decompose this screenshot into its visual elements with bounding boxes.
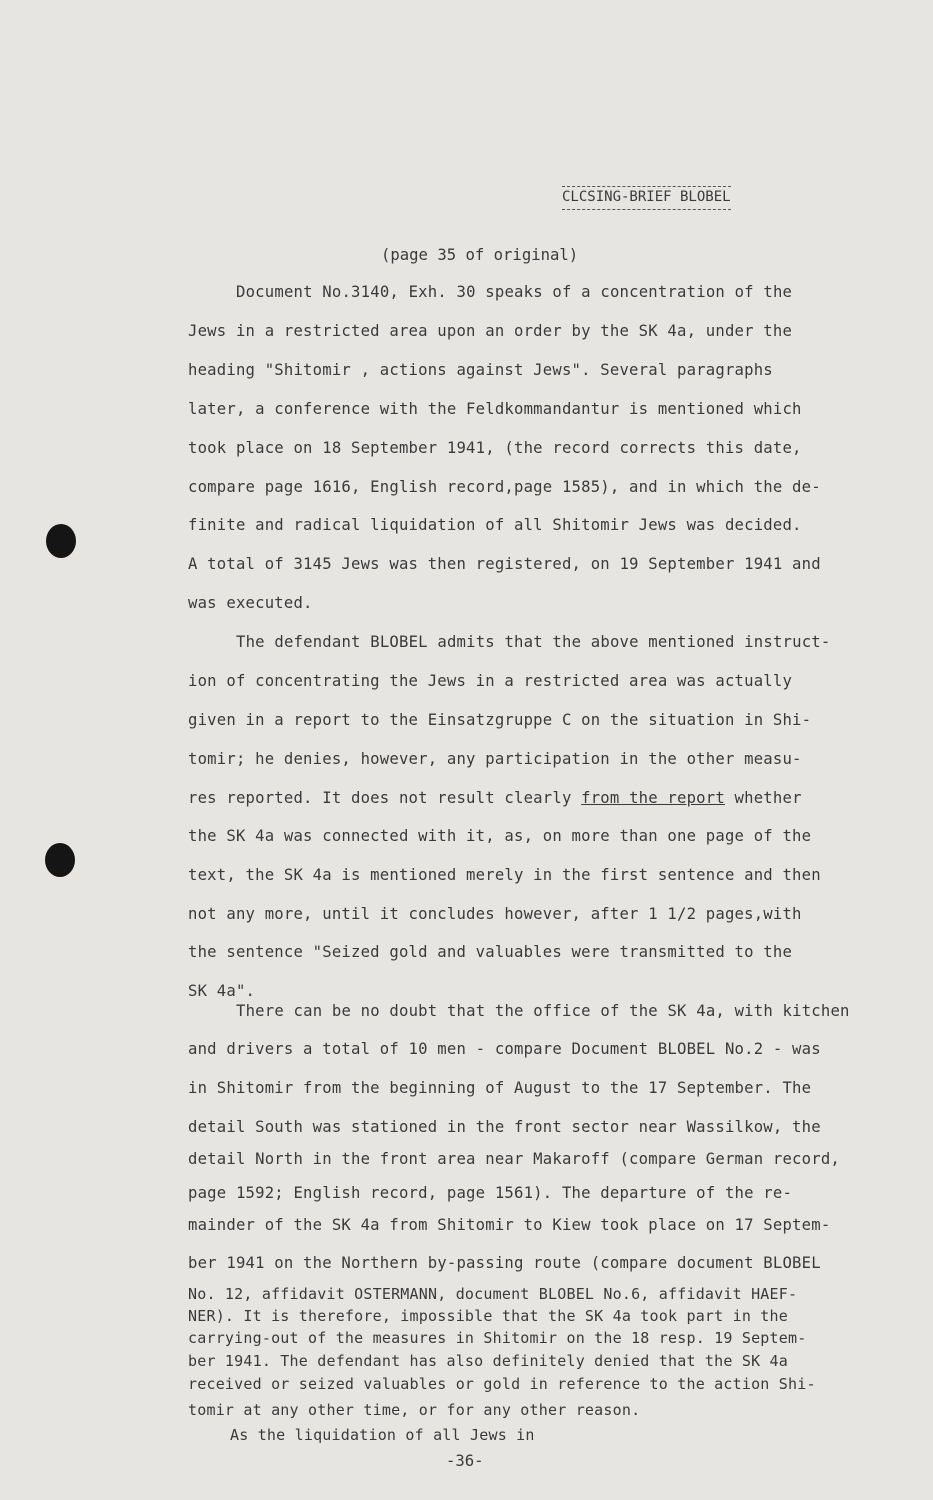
text-line: and drivers a total of 10 men - compare Document BLOBEL No.2 - was [188,1040,821,1058]
text-line: There can be no doubt that the office of the SK 4a, with kitchen [236,1002,850,1020]
text-line: ber 1941. The defendant has also definitely denied that the SK 4a [188,1352,788,1370]
text-line: A total of 3145 Jews was then registered, on 19 September 1941 and [188,555,821,573]
text-line: the SK 4a was connected with it, as, on more than one page of the [188,827,812,845]
text-line: As the liquidation of all Jews in [230,1426,535,1444]
text-line: tomir at any other time, or for any other reason. [188,1401,641,1419]
text-line: given in a report to the Einsatzgruppe C on the situation in Shi- [188,711,812,729]
text-line [188,789,802,807]
text-line: received or seized valuables or gold in reference to the action Shi- [188,1375,816,1393]
punch-hole [46,524,76,558]
underlined-text: from the report [581,789,725,807]
text-line: mainder of the SK 4a from Shitomir to Kiew took place on 17 Septem- [188,1216,831,1234]
text-line: not any more, until it concludes however, after 1 1/2 pages,with [188,905,802,923]
text-line: The defendant BLOBEL admits that the above mentioned instruct- [236,633,831,651]
text-line: detail North in the front area near Makaroff (compare German record, [188,1150,840,1168]
punch-hole [45,843,75,877]
text-line: was executed. [188,594,313,612]
text-line: finite and radical liquidation of all Shitomir Jews was decided. [188,516,802,534]
text-line: detail South was stationed in the front sector near Wassilkow, the [188,1118,821,1136]
text-line: later, a conference with the Feldkommandantur is mentioned which [188,400,802,418]
text-segment: res reported. It does not result clearly [188,789,572,807]
text-line: Document No.3140, Exh. 30 speaks of a concentration of the [236,283,793,301]
text-line: took place on 18 September 1941, (the record corrects this date, [188,439,802,457]
text-line: compare page 1616, English record,page 1585), and in which the de- [188,478,821,496]
text-line: SK 4a". [188,982,256,1000]
page-number: -36- [446,1452,484,1470]
original-page-reference: (page 35 of original) [381,246,579,264]
text-line: heading "Shitomir , actions against Jews". Several paragraphs [188,361,773,379]
text-line: ber 1941 on the Northern by-passing route (compare document BLOBEL [188,1254,821,1272]
text-line: tomir; he denies, however, any participation in the other measu- [188,750,802,768]
text-segment: whether [724,789,802,807]
text-line: ion of concentrating the Jews in a restricted area was actually [188,672,793,690]
text-line: page 1592; English record, page 1561). The departure of the re- [188,1184,793,1202]
text-line: No. 12, affidavit OSTERMANN, document BLOBEL No.6, affidavit HAEF- [188,1285,798,1303]
text-line: NER). It is therefore, impossible that the SK 4a took part in the [188,1307,788,1325]
text-line: in Shitomir from the beginning of August to the 17 September. The [188,1079,812,1097]
text-line: the sentence "Seized gold and valuables were transmitted to the [188,943,793,961]
document-title: CLCSING-BRIEF BLOBEL [562,186,731,210]
text-line: text, the SK 4a is mentioned merely in the first sentence and then [188,866,821,884]
text-line: Jews in a restricted area upon an order by the SK 4a, under the [188,322,793,340]
text-line: carrying-out of the measures in Shitomir on the 18 resp. 19 Septem- [188,1329,807,1347]
